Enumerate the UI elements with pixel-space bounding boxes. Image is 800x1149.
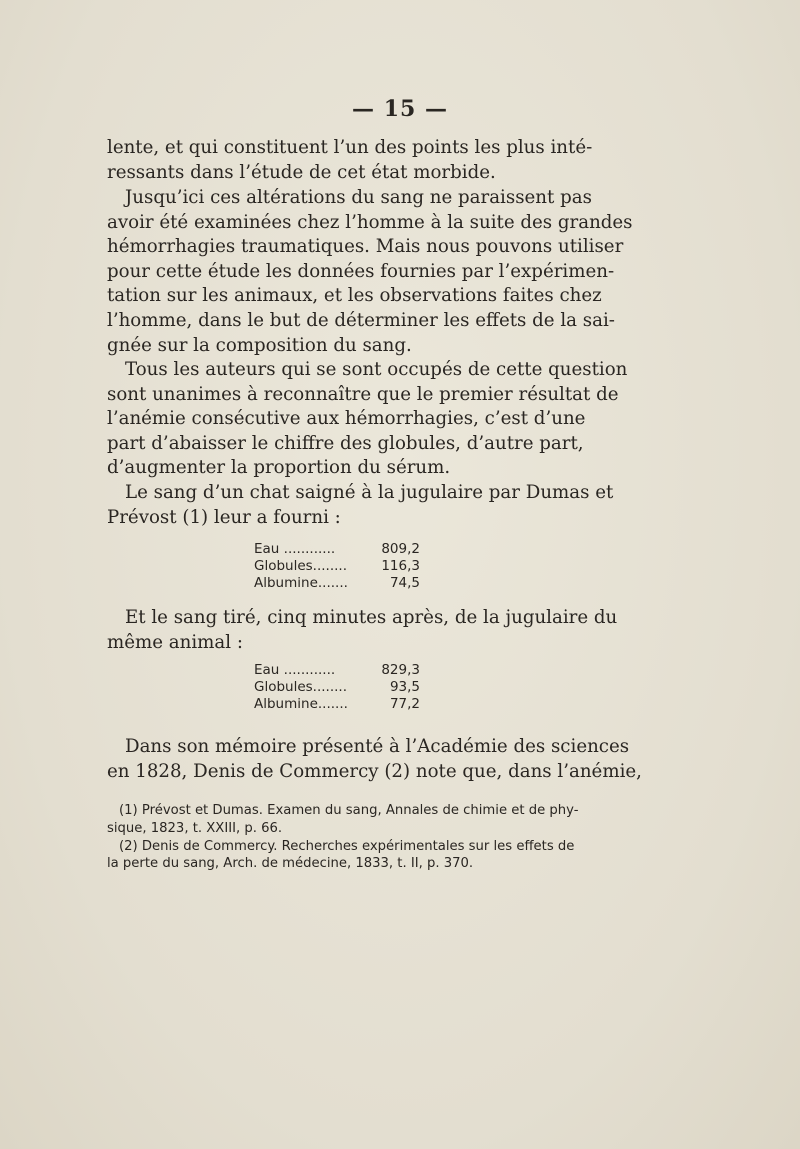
text-line: hémorrhagies traumatiques. Mais nous pouvons utiliser [107, 236, 624, 258]
table-row [254, 558, 420, 575]
paragraph-1 [107, 136, 593, 185]
text-line: l’anémie consécutive aux hémorrhagies, c’est d’une [107, 408, 586, 430]
footnote-line: (1) Prévost et Dumas. Examen du sang, Annales de chimie et de phy- [119, 803, 579, 818]
text-line: l’homme, dans le but de déterminer les effets de la sai- [107, 309, 615, 331]
text-line: Tous les auteurs qui se sont occupés de cette question [125, 359, 628, 380]
text-line: d’augmenter la proportion du sérum. [107, 457, 451, 479]
table-value: 829,3 [381, 662, 420, 678]
table-row [254, 696, 420, 713]
footnotes [107, 802, 579, 873]
table-value: 809,2 [381, 541, 420, 557]
text-line: Dans son mémoire présenté à l’Académie des sciences [125, 736, 630, 757]
paragraph-5 [107, 606, 618, 655]
text-line: lente, et qui constituent l’un des points les plus inté- [107, 137, 593, 158]
table-row [254, 679, 420, 696]
footnote-2 [107, 838, 573, 874]
footnote-line: (2) Denis de Commercy. Recherches expérimentales sur les effets de [119, 838, 575, 854]
text-line: pour cette étude les données fournies par l’expérimen- [107, 260, 615, 282]
text-line: part d’abaisser le chiffre des globules, d’autre part, [107, 432, 584, 454]
paragraph-2 [107, 186, 633, 358]
text-line: gnée sur la composition du sang. [107, 334, 412, 356]
page-number: — 15 — [352, 96, 448, 122]
table-value: 116,3 [381, 558, 420, 574]
text-line: Et le sang tiré, cinq minutes après, de la jugulaire du [125, 607, 618, 628]
table-row [254, 662, 420, 679]
text-line: sont unanimes à reconnaître que le premier résultat de [107, 383, 619, 405]
text-line: Jusqu’ici ces altérations du sang ne paraissent pas [125, 187, 592, 208]
table-label: Eau ............ [254, 662, 336, 678]
table-label: Eau ............ [254, 541, 336, 557]
blood-composition-table-2 [254, 662, 420, 713]
text-line: ressants dans l’étude de cet état morbide. [107, 161, 496, 183]
paragraph-6 [107, 735, 642, 784]
paragraph-4 [107, 481, 614, 530]
footnote-line: sique, 1823, t. XXIII, p. 66. [107, 820, 283, 836]
table-row [254, 541, 420, 558]
blood-composition-table-1 [254, 541, 420, 592]
table-row [254, 575, 420, 592]
text-line: Le sang d’un chat saigné à la jugulaire par Dumas et [125, 482, 614, 503]
table-value: 77,2 [389, 696, 420, 712]
table-value: 93,5 [389, 679, 420, 695]
footnote-line: la perte du sang, Arch. de médecine, 1833, t. II, p. 370. [107, 856, 474, 872]
table-value: 74,5 [389, 575, 420, 591]
table-label: Globules........ [254, 679, 348, 695]
text-line: tation sur les animaux, et les observations faites chez [107, 285, 602, 307]
table-label: Albumine....... [254, 575, 348, 591]
table-label: Albumine....... [254, 696, 348, 712]
table-label: Globules........ [254, 558, 348, 574]
text-line: même animal : [107, 631, 243, 653]
text-line: avoir été examinées chez l’homme à la suite des grandes [107, 211, 633, 233]
footnote-1 [107, 802, 579, 838]
text-line: en 1828, Denis de Commercy (2) note que, dans l’anémie, [107, 760, 642, 782]
paragraph-3 [107, 358, 628, 481]
text-line: Prévost (1) leur a fourni : [107, 506, 341, 528]
